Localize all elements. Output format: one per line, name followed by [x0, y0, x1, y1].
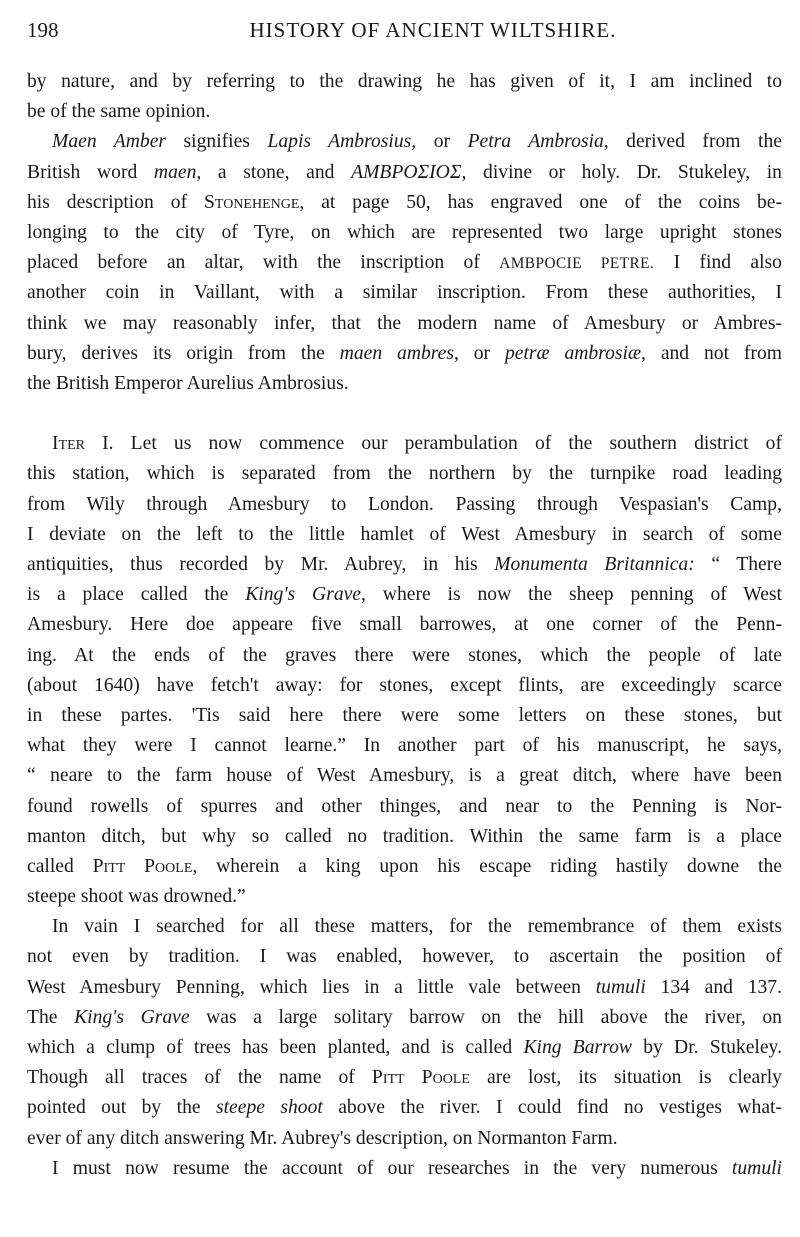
- text-run: derived from the: [608, 131, 782, 153]
- text-line: [27, 1124, 782, 1154]
- italic-text: King Barrow: [523, 1037, 632, 1058]
- text-line: [27, 1063, 782, 1093]
- text-run: be of the same opinion.: [27, 101, 211, 123]
- text-run: his description of: [27, 191, 205, 213]
- italic-text: Monumenta Britannica:: [494, 554, 695, 575]
- text-line: [27, 97, 782, 127]
- text-run: I must now resume the account of our researches in the very numerous: [52, 1157, 732, 1179]
- text-run: steepe shoot was drowned.”: [27, 886, 246, 908]
- text-line: [27, 1093, 782, 1123]
- text-run: found rowells of spurres and other thinges, and near to the Penning is Nor-: [27, 795, 782, 817]
- italic-text: Lapis Ambrosius,: [267, 131, 417, 153]
- text-run: called: [27, 855, 93, 877]
- running-head: HISTORY OF ANCIENT WILTSHIRE.: [249, 18, 617, 42]
- text-line: [27, 369, 782, 399]
- text-run: , and not from: [641, 342, 782, 364]
- text-line: [27, 127, 782, 157]
- italic-text: tumuli: [731, 1157, 782, 1179]
- text-run: in these partes. 'Tis said here there were some letters on these stones, but: [27, 704, 782, 726]
- italic-text: King's Grave: [245, 584, 362, 606]
- text-line: [27, 158, 782, 188]
- small-caps-text: Pitt Poole: [371, 1067, 470, 1089]
- text-line: [27, 67, 782, 97]
- text-line: [27, 278, 782, 308]
- text-line: [27, 1033, 782, 1063]
- text-line: [27, 610, 782, 640]
- text-run: , at page 50, has engraved one of the coins be-: [299, 191, 782, 213]
- text-run: antiquities, thus recorded by Mr. Aubrey, in his: [27, 554, 495, 575]
- text-line: [27, 671, 782, 701]
- text-run: The: [27, 1006, 75, 1028]
- text-run: pointed out by the: [27, 1097, 216, 1119]
- text-run: the British Emperor Aurelius Ambrosius.: [27, 372, 349, 394]
- text-run: West Amesbury Penning, which lies in a little vale between: [27, 976, 596, 998]
- small-caps-text: Stonehenge: [204, 191, 300, 213]
- page-header: [27, 16, 782, 44]
- text-line: [27, 459, 782, 489]
- text-run: , wherein a king upon his escape riding hastily downe the: [192, 855, 782, 877]
- italic-text: maen: [153, 161, 197, 183]
- small-caps-text: AMBPOCIE PETRE.: [499, 255, 655, 273]
- text-line: [27, 188, 782, 218]
- text-run: “ neare to the farm house of West Amesbury, is a great ditch, where have been: [27, 765, 782, 787]
- italic-text: maen ambres: [339, 342, 454, 364]
- text-run: is a place called the: [27, 584, 246, 606]
- text-run: are lost, its situation is clearly: [469, 1067, 782, 1089]
- text-line: [27, 942, 782, 972]
- text-run: manton ditch, but why so called no tradition. Within the same farm is a place: [27, 825, 782, 847]
- text-line: [27, 429, 782, 459]
- text-line: [27, 701, 782, 731]
- text-run: what they were I cannot learne.” In another part of his manuscript, he says,: [27, 735, 782, 757]
- paragraph-gap: [27, 399, 782, 429]
- text-line: [27, 248, 782, 278]
- small-caps-text: Pitt Poole: [92, 855, 193, 877]
- text-run: ever of any ditch answering Mr. Aubrey's description, on Normanton Farm.: [27, 1127, 618, 1149]
- text-run: British word: [27, 161, 154, 183]
- italic-text: King's Grave: [74, 1006, 190, 1028]
- text-run: signifies: [166, 131, 268, 153]
- small-caps-text: Iter: [52, 433, 85, 455]
- text-run: In vain I searched for all these matters, for the remembrance of them exists: [52, 916, 782, 938]
- text-run: which a clump of trees has been planted, and is called: [27, 1037, 524, 1058]
- text-line: [27, 490, 782, 520]
- text-line: [27, 852, 782, 882]
- text-run: I find also: [654, 252, 782, 274]
- text-run: I deviate on the left to the little hamlet of West Amesbury in search of some: [27, 523, 782, 545]
- text-line: [27, 641, 782, 671]
- text-line: [27, 309, 782, 339]
- text-run: , or: [453, 342, 505, 364]
- text-run: think we may reasonably infer, that the modern name of Amesbury or Ambres-: [27, 312, 782, 334]
- text-run: ing. At the ends of the graves there were stones, which the people of late: [27, 644, 782, 666]
- text-line: [27, 822, 782, 852]
- text-run: above the river. I could find no vestiges what-: [322, 1097, 782, 1119]
- text-run: not even by tradition. I was enabled, however, to ascertain the position of: [27, 946, 782, 968]
- text-run: bury, derives its origin from the: [27, 342, 340, 364]
- italic-text: petræ ambrosiæ: [504, 342, 642, 364]
- italic-text: steepe shoot: [215, 1097, 323, 1119]
- text-run: this station, which is separated from the northern by the turnpike road leading: [27, 463, 782, 485]
- text-line: [27, 761, 782, 791]
- text-run: “ There: [694, 554, 782, 575]
- paragraph: [27, 1154, 782, 1184]
- paragraph: [27, 912, 782, 1154]
- text-run: , a stone, and: [196, 161, 352, 183]
- text-line: [27, 520, 782, 550]
- page-number: 198: [27, 18, 59, 42]
- text-run: by nature, and by referring to the drawing he has given of it, I am inclined to: [27, 71, 782, 92]
- text-run: by Dr. Stukeley.: [631, 1037, 782, 1058]
- text-line: [27, 912, 782, 942]
- text-run: was a large solitary barrow on the hill above the river, on: [189, 1006, 782, 1028]
- text-run: I. Let us now commence our perambulation of the southern district of: [84, 433, 782, 455]
- text-line: [27, 218, 782, 248]
- text-run: Amesbury. Here doe appeare five small barrowes, at one corner of the Penn-: [27, 614, 782, 636]
- text-run: Though all traces of the name of: [27, 1067, 372, 1089]
- text-run: 134 and 137.: [645, 976, 782, 998]
- text-line: [27, 580, 782, 610]
- text-run: placed before an altar, with the inscription of: [27, 252, 500, 274]
- page-body: [27, 67, 782, 1184]
- text-line: [27, 792, 782, 822]
- text-run: from Wily through Amesbury to London. Passing through Vespasian's Camp,: [27, 493, 782, 515]
- text-run: or: [416, 131, 468, 153]
- text-run: longing to the city of Tyre, on which are represented two large upright stones: [27, 221, 782, 243]
- text-line: [27, 731, 782, 761]
- text-line: [27, 973, 782, 1003]
- text-line: [27, 1154, 782, 1184]
- text-line: [27, 550, 782, 580]
- text-line: [27, 1003, 782, 1033]
- italic-text: ΑΜΒΡΟΣΙΟΣ: [351, 161, 462, 183]
- text-run: another coin in Vaillant, with a similar inscription. From these authorities, I: [27, 282, 782, 304]
- text-run: , divine or holy. Dr. Stukeley, in: [461, 161, 782, 183]
- text-run: , where is now the sheep penning of West: [361, 584, 782, 606]
- italic-text: tumuli: [595, 976, 646, 998]
- text-line: [27, 339, 782, 369]
- italic-text: Maen Amber: [52, 131, 167, 153]
- text-line: [27, 882, 782, 912]
- paragraph: [27, 429, 782, 912]
- paragraph: [27, 127, 782, 399]
- text-run: (about 1640) have fetch't away: for stones, except flints, are exceedingly scarce: [27, 674, 782, 696]
- paragraph: [27, 67, 782, 127]
- italic-text: Petra Ambrosia,: [467, 131, 609, 153]
